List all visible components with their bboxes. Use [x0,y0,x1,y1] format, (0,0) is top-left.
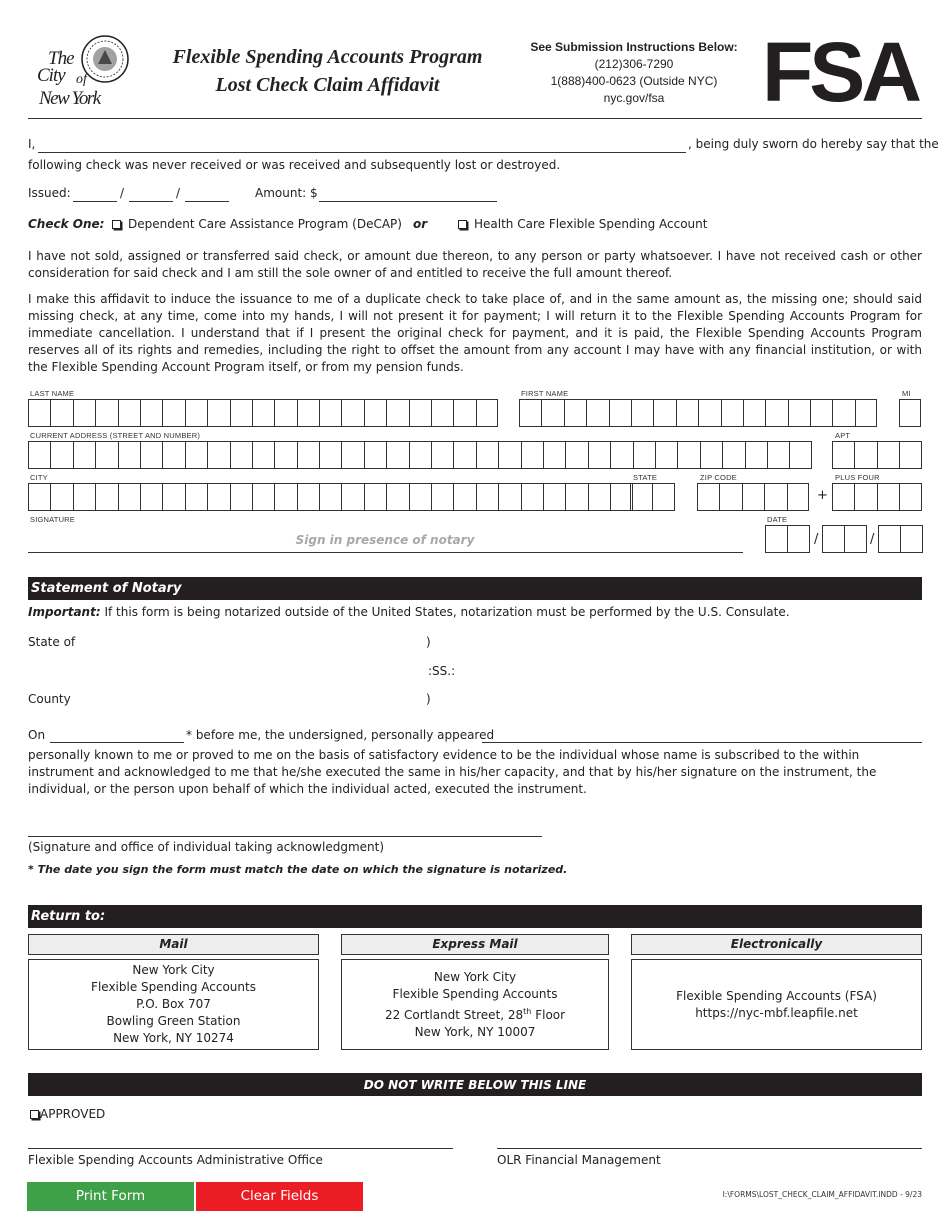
char-box[interactable] [274,399,296,427]
on-label: On [28,728,46,742]
char-box[interactable] [252,399,274,427]
check-one-or: or [413,217,428,231]
state-of-label: State of [28,635,76,649]
electronic-title: Electronically [631,934,922,955]
clear-fields-button[interactable]: Clear Fields [196,1182,363,1211]
notary-heading-bar [28,577,922,600]
mail-title: Mail [28,934,319,955]
char-box[interactable] [787,483,809,511]
contact-heading: See Submission Instructions Below: [530,40,738,54]
char-box[interactable] [252,441,274,469]
char-box[interactable] [541,399,563,427]
date-year-boxes[interactable] [878,525,923,553]
char-box[interactable] [274,441,296,469]
char-box[interactable] [118,483,140,511]
char-box[interactable] [73,441,95,469]
char-box[interactable] [655,441,677,469]
char-box[interactable] [633,441,655,469]
char-box[interactable] [765,399,787,427]
county-paren: ) [426,692,431,706]
date-day-boxes[interactable] [822,525,867,553]
char-box[interactable] [409,483,431,511]
char-box[interactable] [610,441,632,469]
char-box[interactable] [28,441,50,469]
char-box[interactable] [877,483,899,511]
char-box[interactable] [698,399,720,427]
char-box[interactable] [50,441,72,469]
char-box[interactable] [28,399,50,427]
char-box[interactable] [630,483,652,511]
health-care-option[interactable] [458,217,707,231]
address-label: CURRENT ADDRESS (STREET AND NUMBER) [30,431,201,440]
char-box[interactable] [765,525,787,553]
date-slash-2: / [870,532,875,547]
char-box[interactable] [364,399,386,427]
notary-date-field[interactable] [50,742,184,743]
city-label: CITY [30,473,48,482]
first-name-label: FIRST NAME [521,389,569,398]
express-line: New York, NY 10007 [414,1024,536,1039]
issued-slash-1: / [120,186,125,200]
notary-body: personally known to me or proved to me on the basis of satisfactory evidence to be the individual whose name is subscribed to the within instrument and acknowledged to me that he/she executed the same in his/her capacity, and that by his/her signature on the instrument, the individual, or the person upon behalf of which the individual acted, executed the instrument. [28,748,877,796]
mi-label: MI [902,389,911,398]
char-box[interactable] [564,399,586,427]
paragraph-not-sold: I have not sold, assigned or transferred said check, or amount due thereon, to any person or party whatsoever. I have not received cash or other consideration for said check and I am still the sole owner of and entitled to receive the full amount thereof. [28,249,922,280]
state-of-paren: ) [426,635,431,649]
nyc-logo [34,34,130,114]
state-label: STATE [633,473,658,482]
decap-label: Dependent Care Assistance Program (DeCAP) [128,217,402,231]
char-box[interactable] [50,399,72,427]
char-box[interactable] [453,399,475,427]
zip-boxes[interactable] [697,483,809,511]
char-box[interactable] [140,399,162,427]
char-box[interactable] [297,441,319,469]
notary-signature-caption: (Signature and office of individual taking acknowledgment) [28,840,385,854]
zip-label: ZIP CODE [700,473,737,482]
char-box[interactable] [453,441,475,469]
issued-month-field[interactable] [73,201,117,202]
char-box[interactable] [185,441,207,469]
olr-signature-field[interactable] [497,1148,922,1149]
notary-heading: Statement of Notary [31,581,182,596]
char-box[interactable] [810,399,832,427]
char-box[interactable] [341,441,363,469]
char-box[interactable] [700,441,722,469]
char-box[interactable] [185,399,207,427]
print-form-button[interactable]: Print Form [27,1182,194,1211]
decap-option[interactable] [112,217,402,231]
char-box[interactable] [588,483,610,511]
char-box[interactable] [900,525,922,553]
char-box[interactable] [207,441,229,469]
contact-website: nyc.gov/fsa [603,91,665,105]
important-label: Important: [28,605,101,619]
date-slash-1: / [814,532,819,547]
char-box[interactable] [73,399,95,427]
notary-footnote: * The date you sign the form must match the date on which the signature is notarized. [28,863,568,876]
char-box[interactable] [767,441,789,469]
char-box[interactable] [586,399,608,427]
issued-slash-2: / [176,186,181,200]
approved-label: APPROVED [40,1107,106,1121]
notary-important [28,605,790,619]
char-box[interactable] [476,483,498,511]
char-box[interactable] [899,441,921,469]
char-box[interactable] [697,483,719,511]
char-box[interactable] [28,483,50,511]
char-box[interactable] [854,441,876,469]
char-box[interactable] [297,483,319,511]
issued-day-field[interactable] [129,201,173,202]
first-name-boxes[interactable] [519,399,877,427]
contact-phone-nyc: (212)306-7290 [594,57,674,71]
char-box[interactable] [719,483,741,511]
char-box[interactable] [185,483,207,511]
char-box[interactable] [386,399,408,427]
char-box[interactable] [832,441,854,469]
char-box[interactable] [652,483,674,511]
char-box[interactable] [140,441,162,469]
char-box[interactable] [230,483,252,511]
signature-field[interactable] [28,552,743,553]
char-box[interactable] [832,483,854,511]
char-box[interactable] [676,399,698,427]
char-box[interactable] [899,399,921,427]
express-line-street [342,1003,608,1024]
char-box[interactable] [95,483,117,511]
char-box[interactable] [319,441,341,469]
char-box[interactable] [386,483,408,511]
date-month-boxes[interactable] [765,525,810,553]
char-box[interactable] [364,483,386,511]
char-box[interactable] [319,483,341,511]
express-line: New York City [433,969,517,984]
char-box[interactable] [364,441,386,469]
before-me-text: * before me, the undersigned, personally appeared [186,728,495,742]
header-divider [28,118,922,119]
health-care-checkbox[interactable] [458,220,467,229]
notary-signature-field[interactable] [28,836,542,837]
apt-boxes[interactable] [832,441,922,469]
return-heading: Return to: [31,909,106,924]
state-boxes[interactable] [630,483,675,511]
char-box[interactable] [721,399,743,427]
electronic-link[interactable]: https://nyc-mbf.leapfile.net [695,1005,858,1020]
char-box[interactable] [207,399,229,427]
char-box[interactable] [274,483,296,511]
char-box[interactable] [844,525,866,553]
char-box[interactable] [609,399,631,427]
signature-hint: Sign in presence of notary [295,533,475,547]
logo-word-new-york: New York [39,88,100,109]
char-box[interactable] [498,441,520,469]
important-text: If this form is being notarized outside of the United States, notarization must be performed by the U.S. Consulate. [104,605,790,619]
char-box[interactable] [677,441,699,469]
paragraph-affidavit: I make this affidavit to induce the issuance to me of a duplicate check to take place of, and in the same amount as, the missing one; should said missing check, at any time, come into my hands, I will not present it for payment; I will return it to the Flexible Spending Accounts Program for immediate cancellation. I understand that if I present the original check for payment, and it is paid, the Flexible Spending Accounts Program reserves all of its rights and remedies, including the right to offset the amount from any account I may have with any financial institution, or with the Flexible Spending Account Program itself, or from my pension funds. [28,292,922,374]
last-name-label: LAST NAME [30,389,75,398]
char-box[interactable] [341,399,363,427]
char-box[interactable] [118,441,140,469]
mail-line: Flexible Spending Accounts [91,980,256,994]
char-box[interactable] [431,483,453,511]
admin-office-signature-field[interactable] [28,1148,453,1149]
contact-phone-outside: 1(888)400-0623 (Outside NYC) [550,74,718,88]
char-box[interactable] [319,399,341,427]
char-box[interactable] [764,483,786,511]
city-boxes[interactable] [28,483,633,511]
approved-option[interactable] [30,1107,105,1121]
char-box[interactable] [588,441,610,469]
oath-line2: following check was never received or was received and subsequently lost or destroyed. [28,158,561,172]
mail-address [28,959,319,1050]
char-box[interactable] [722,441,744,469]
logo-word-city: City [37,65,65,86]
char-box[interactable] [50,483,72,511]
logo-word-of: of [76,72,87,87]
return-heading-bar [28,905,922,928]
char-box[interactable] [162,399,184,427]
electronic-address [631,959,922,1050]
char-box[interactable] [789,441,811,469]
express-line: Flexible Spending Accounts [392,986,558,1001]
char-box[interactable] [832,399,854,427]
decap-checkbox[interactable] [112,220,121,229]
char-box[interactable] [252,483,274,511]
char-box[interactable] [521,483,543,511]
char-box[interactable] [162,441,184,469]
issued-label: Issued: [28,186,71,200]
check-one-label: Check One: [28,217,105,231]
electronic-line: Flexible Spending Accounts (FSA) [676,988,877,1003]
express-street-floor: Floor [531,1007,566,1022]
char-box[interactable] [745,441,767,469]
appeared-name-field[interactable] [482,742,922,743]
char-box[interactable] [230,399,252,427]
affiant-name-field[interactable] [38,152,686,153]
char-box[interactable] [453,483,475,511]
approved-checkbox[interactable] [30,1110,39,1119]
char-box[interactable] [521,441,543,469]
mail-line: Bowling Green Station [106,1014,241,1028]
char-box[interactable] [899,483,921,511]
char-box[interactable] [140,483,162,511]
issued-year-field[interactable] [185,201,229,202]
char-box[interactable] [787,525,809,553]
char-box[interactable] [476,441,498,469]
signature-label: SIGNATURE [30,515,75,524]
char-box[interactable] [162,483,184,511]
health-care-label: Health Care Flexible Spending Account [474,217,708,231]
express-mail-address [341,959,609,1050]
char-box[interactable] [476,399,498,427]
char-box[interactable] [878,525,900,553]
char-box[interactable] [230,441,252,469]
char-box[interactable] [95,441,117,469]
apt-label: APT [835,431,851,440]
plus-four-boxes[interactable] [832,483,922,511]
fsa-logo: FSA [762,25,918,119]
char-box[interactable] [386,441,408,469]
char-box[interactable] [565,483,587,511]
char-box[interactable] [653,399,675,427]
express-street-suffix: th [523,1006,532,1016]
char-box[interactable] [519,399,541,427]
char-box[interactable] [631,399,653,427]
office-heading-bar [28,1073,922,1096]
form-title-line1: Flexible Spending Accounts Program [172,46,483,68]
amount-label: Amount: $ [255,186,318,200]
char-box[interactable] [543,441,565,469]
express-street-text: 22 Cortlandt Street, 28 [384,1007,524,1022]
oath-suffix: , being duly sworn do hereby say that the [688,137,939,151]
amount-field[interactable] [319,201,497,202]
date-label: DATE [767,515,788,524]
mail-line: New York City [132,963,215,977]
char-box[interactable] [73,483,95,511]
file-reference: I:\FORMS\LOST_CHECK_CLAIM_AFFIDAVIT.INDD - 9/23 [722,1190,922,1199]
oath-prefix: I, [28,137,36,151]
char-box[interactable] [431,399,453,427]
char-box[interactable] [409,441,431,469]
mi-box[interactable] [899,399,921,427]
mail-line: New York, NY 10274 [113,1031,234,1045]
char-box[interactable] [822,525,844,553]
express-mail-title: Express Mail [341,934,609,955]
plus-four-label: PLUS FOUR [835,473,880,482]
char-box[interactable] [743,399,765,427]
olr-caption: OLR Financial Management [497,1153,661,1167]
char-box[interactable] [297,399,319,427]
logo-word-the: The [48,48,74,69]
char-box[interactable] [877,441,899,469]
char-box[interactable] [207,483,229,511]
ss-label: :SS.: [428,664,456,678]
char-box[interactable] [565,441,587,469]
county-label: County [28,692,71,706]
char-box[interactable] [409,399,431,427]
char-box[interactable] [431,441,453,469]
char-box[interactable] [854,483,876,511]
char-box[interactable] [855,399,877,427]
address-boxes[interactable] [28,441,812,469]
char-box[interactable] [742,483,764,511]
admin-office-caption: Flexible Spending Accounts Administrative Office [28,1153,323,1167]
char-box[interactable] [341,483,363,511]
char-box[interactable] [118,399,140,427]
last-name-boxes[interactable] [28,399,498,427]
char-box[interactable] [543,483,565,511]
char-box[interactable] [788,399,810,427]
char-box[interactable] [498,483,520,511]
plus-sign: + [817,488,828,503]
office-heading: DO NOT WRITE BELOW THIS LINE [363,1078,587,1092]
char-box[interactable] [95,399,117,427]
mail-line: P.O. Box 707 [136,997,211,1011]
form-title-line2: Lost Check Claim Affidavit [215,74,440,96]
